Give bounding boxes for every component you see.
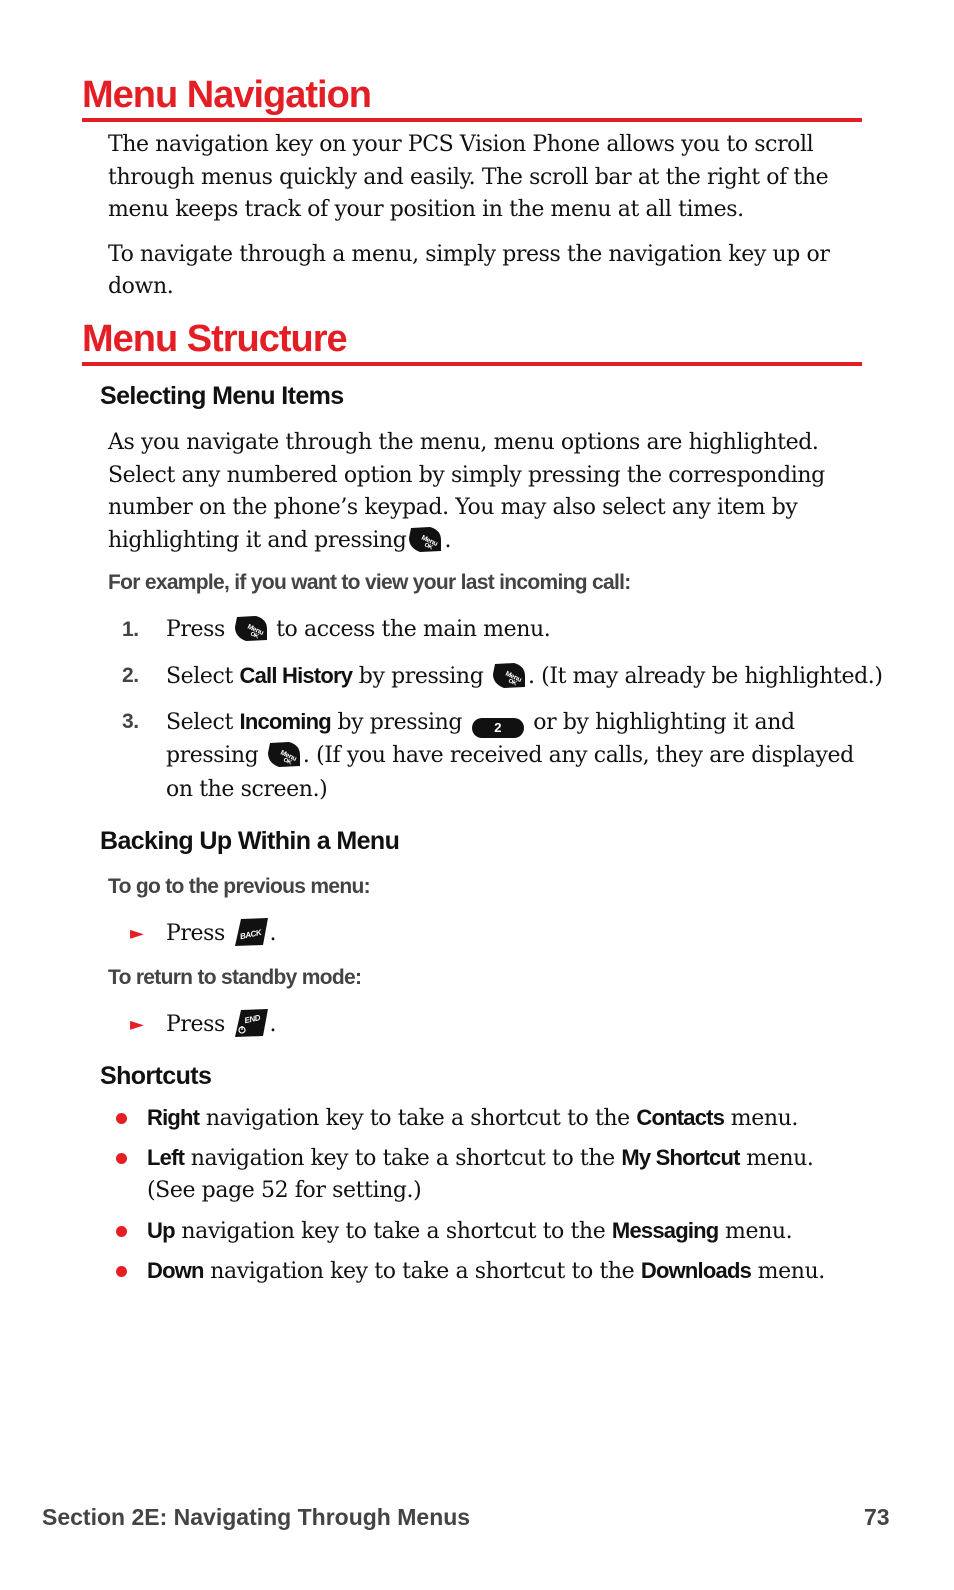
step-text: pressing	[166, 743, 259, 768]
heading-menu-structure: Menu Structure	[82, 318, 862, 366]
shortcut-target: Downloads	[640, 1258, 752, 1283]
shortcut-text-end: menu.	[730, 1106, 798, 1131]
instruction-text: Press	[166, 1012, 225, 1037]
shortcut-text-end: menu.	[725, 1219, 793, 1244]
triangle-bullet-icon: ►	[130, 923, 144, 944]
step-text: . (It may already be highlighted.)	[527, 664, 883, 689]
heading-menu-navigation: Menu Navigation	[82, 74, 862, 122]
shortcut-key-name: Left	[147, 1145, 185, 1170]
step-text: by pressing	[358, 664, 484, 689]
nav-paragraphs	[108, 129, 848, 304]
nav-paragraph-2: To navigate through a menu, simply press the navigation key up or down.	[108, 241, 830, 299]
end-key-icon	[233, 1008, 269, 1038]
shortcut-key-name: Up	[147, 1218, 175, 1243]
bullet-dot-icon	[116, 1226, 127, 1237]
footer-page-number: 73	[864, 1504, 890, 1530]
shortcut-note: (See page 52 for setting.)	[147, 1178, 422, 1203]
standby-mode-label: To return to standby mode:	[108, 966, 362, 989]
shortcut-target: Messaging	[611, 1218, 719, 1243]
instruction-period: .	[269, 1012, 277, 1037]
shortcut-text-end: menu.	[757, 1259, 825, 1284]
step-text: on the screen.)	[166, 777, 328, 802]
shortcut-text: navigation key to take a shortcut to the	[205, 1106, 630, 1131]
previous-menu-label: To go to the previous menu:	[108, 875, 370, 898]
bullet-dot-icon	[116, 1153, 127, 1164]
step-text: . (If you have received any calls, they are displayed	[302, 743, 854, 768]
step-text: Press	[166, 617, 225, 642]
step-number: 2.	[122, 664, 139, 687]
shortcut-target: My Shortcut	[621, 1145, 740, 1170]
shortcut-text: navigation key to take a shortcut to the	[210, 1259, 635, 1284]
shortcut-key-name: Right	[147, 1105, 200, 1130]
selecting-paragraph-text: As you navigate through the menu, menu options are highlighted. Select any numbered option by simply pressing the corresponding number on the phone’s keypad. You may also select any item by highlighting it and pressing	[108, 430, 825, 553]
step-text: to access the main menu.	[276, 617, 551, 642]
bullet-dot-icon	[116, 1266, 127, 1277]
step-text: by pressing	[337, 710, 463, 735]
step-text: Select	[166, 664, 233, 689]
triangle-bullet-icon: ►	[130, 1014, 144, 1035]
back-key-icon	[233, 917, 269, 947]
subheading-backing-up: Backing Up Within a Menu	[100, 827, 400, 855]
instruction-period: .	[269, 921, 277, 946]
selecting-paragraph	[108, 427, 843, 557]
instruction-text: Press	[166, 921, 225, 946]
shortcut-key-name: Down	[147, 1258, 204, 1283]
subheading-selecting-menu-items: Selecting Menu Items	[100, 382, 344, 410]
example-label: For example, if you want to view your last incoming call:	[108, 571, 631, 594]
menu-ok-key-icon	[267, 741, 301, 768]
step-text: or by highlighting it and	[533, 710, 795, 735]
step-keyword: Incoming	[239, 709, 331, 734]
two-key-icon: 2	[472, 718, 524, 738]
shortcut-target: Contacts	[636, 1105, 725, 1130]
nav-paragraph-1: The navigation key on your PCS Vision Phone allows you to scroll through menus quickly and easily. The scroll bar at the right of the menu keeps track of your position in the menu at all times.	[108, 132, 829, 222]
menu-ok-key-icon	[408, 526, 442, 553]
step-number: 1.	[122, 618, 139, 641]
step-keyword: Call History	[239, 663, 353, 688]
footer-section-title: Section 2E: Navigating Through Menus	[42, 1504, 471, 1530]
bullet-dot-icon	[116, 1113, 127, 1124]
step-text: Select	[166, 710, 233, 735]
shortcut-text: navigation key to take a shortcut to the	[181, 1219, 606, 1244]
step-number: 3.	[122, 710, 139, 733]
menu-ok-key-icon	[492, 662, 526, 689]
selecting-paragraph-end: .	[444, 527, 452, 553]
subheading-shortcuts: Shortcuts	[100, 1062, 212, 1090]
menu-ok-key-icon	[234, 615, 268, 642]
shortcut-text: navigation key to take a shortcut to the	[190, 1146, 615, 1171]
shortcut-text-end: menu.	[746, 1146, 814, 1171]
